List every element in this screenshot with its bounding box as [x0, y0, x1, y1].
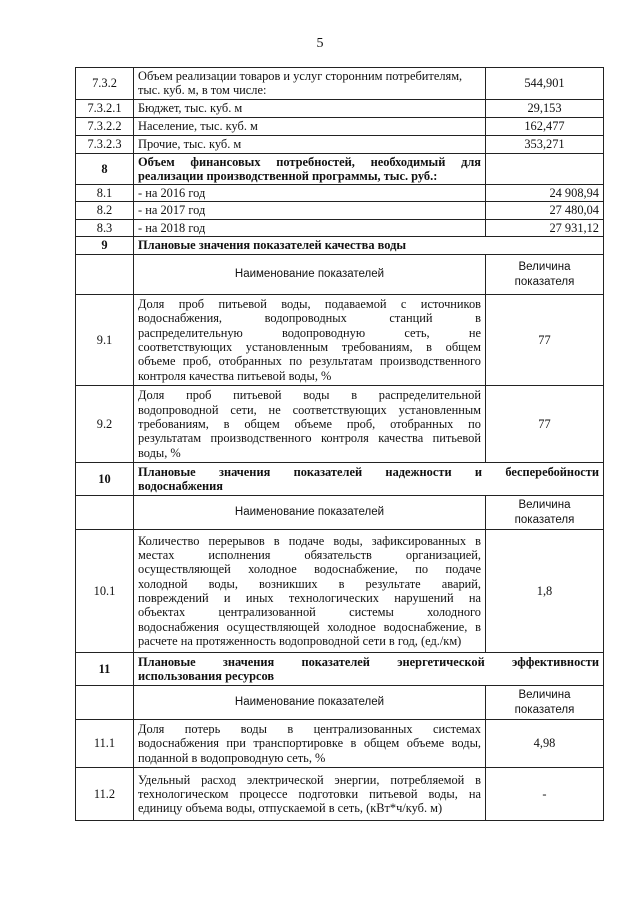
table-row: [76, 68, 604, 100]
section-title: Плановые значения показателей качества воды: [134, 237, 604, 255]
row-number: 10.1: [76, 530, 134, 653]
section-title-line: реализации производственной программы, тыс. руб.:: [138, 168, 438, 183]
section-title: [134, 463, 604, 496]
table-row: [76, 295, 604, 386]
row-number: 7.3.2.3: [76, 135, 134, 153]
row-text-line: тыс. куб. м, в том числе:: [138, 83, 267, 98]
row-text-line: осуществляющей холодное водоснабжение, по подаче: [138, 562, 481, 577]
row-text-line: объектах централизованной системы холодного: [138, 605, 481, 620]
row-number: 7.3.2.1: [76, 99, 134, 117]
empty-cell: [76, 686, 134, 720]
column-header-value-line: показателя: [514, 275, 575, 288]
row-text: Бюджет, тыс. куб. м: [134, 99, 486, 117]
row-text-line: поданной в водопроводную сеть, %: [138, 750, 326, 765]
section-title-line: использования ресурсов: [138, 669, 275, 684]
row-value: 544,901: [486, 68, 604, 100]
column-header-value: [486, 686, 604, 720]
section-title-line: Плановые значения показателей надежности и бесперебойности: [138, 464, 599, 479]
column-header-value-line: Величина: [518, 261, 571, 274]
row-text: - на 2018 год: [134, 219, 486, 236]
row-text-line: водоснабжения, водопроводных станций в: [138, 311, 481, 326]
section-row: [76, 153, 604, 185]
section-title-line: водоснабжения: [138, 479, 223, 494]
column-header-name: Наименование показателей: [134, 686, 486, 720]
row-number: 8.3: [76, 219, 134, 236]
section-title: [134, 153, 486, 185]
row-text: [134, 68, 486, 100]
column-header-row: [76, 496, 604, 530]
section-title: [134, 653, 604, 686]
empty-cell: [76, 496, 134, 530]
indicators-table: [75, 67, 604, 821]
section-row: [76, 463, 604, 496]
section-number: 9: [76, 237, 134, 255]
table-row: [76, 530, 604, 653]
row-text-line: соответствующих установленным требованиям, в общем: [138, 340, 481, 355]
column-header-value-line: Величина: [518, 499, 571, 512]
row-text-line: результатам производственного контроля качества питьевой: [138, 431, 481, 446]
row-text: [134, 530, 486, 653]
row-text-line: водоснабжения при транспортировке в общем объеме воды,: [138, 736, 481, 751]
column-header-value-line: Величина: [518, 689, 571, 702]
row-value: 24 908,94: [486, 185, 604, 202]
row-text-line: водоснабжения осуществляющей холодное водоснабжение, в: [138, 619, 481, 634]
row-text-line: Объем реализации товаров и услуг сторонним потребителям,: [138, 69, 463, 83]
table-row: [76, 219, 604, 236]
row-number: 11.1: [76, 720, 134, 768]
row-text-line: Количество перерывов в подаче воды, зафиксированных в: [138, 533, 481, 548]
row-text-line: контроля качества питьевой воды, %: [138, 368, 332, 383]
row-value: 27 480,04: [486, 202, 604, 219]
row-text-line: требованиям, в общем объеме проб, отобранных по: [138, 416, 481, 431]
row-text-line: повреждений и иных технологических нарушений на: [138, 591, 481, 606]
row-text-line: объеме проб, отобранных по результатам производственного: [138, 354, 481, 369]
section-number: 10: [76, 463, 134, 496]
column-header-name: Наименование показателей: [134, 496, 486, 530]
row-number: 8.1: [76, 185, 134, 202]
row-text-line: Доля проб питьевой воды, подаваемой с источников: [138, 297, 481, 312]
row-number: 7.3.2: [76, 68, 134, 100]
section-number: 8: [76, 153, 134, 185]
row-number: 9.1: [76, 295, 134, 386]
section-row: [76, 653, 604, 686]
column-header-value-line: показателя: [514, 703, 575, 716]
row-number: 9.2: [76, 386, 134, 463]
column-header-value: [486, 255, 604, 295]
row-text-line: расчете на протяженность водопроводной сети в год, (ед./км): [138, 633, 462, 648]
section-number: 11: [76, 653, 134, 686]
row-text: - на 2016 год: [134, 185, 486, 202]
row-text: [134, 386, 486, 463]
table-row: [76, 386, 604, 463]
row-number: 8.2: [76, 202, 134, 219]
row-value: 77: [486, 386, 604, 463]
row-text: [134, 720, 486, 768]
section-title-line: Плановые значения показателей энергетической эффективности: [138, 654, 599, 669]
row-value: 77: [486, 295, 604, 386]
row-number: 7.3.2.2: [76, 117, 134, 135]
table-row: [76, 720, 604, 768]
row-number: 11.2: [76, 768, 134, 821]
table-row: [76, 202, 604, 219]
row-text-line: местах исполнения обязательств организацией,: [138, 548, 481, 563]
row-text: - на 2017 год: [134, 202, 486, 219]
column-header-value: [486, 496, 604, 530]
row-text: [134, 768, 486, 821]
table-row: [76, 185, 604, 202]
empty-cell: [76, 255, 134, 295]
row-text-line: Доля проб питьевой воды в распределительной: [138, 388, 481, 403]
table-row: [76, 99, 604, 117]
row-value: 1,8: [486, 530, 604, 653]
row-text-line: водопроводной сети, не соответствующих установленным: [138, 402, 481, 417]
row-value: 29,153: [486, 99, 604, 117]
row-text-line: холодной воды, возникших в результате аварий,: [138, 576, 481, 591]
empty-cell: [486, 153, 604, 185]
row-text: Прочие, тыс. куб. м: [134, 135, 486, 153]
row-value: -: [486, 768, 604, 821]
row-value: 162,477: [486, 117, 604, 135]
column-header-row: [76, 686, 604, 720]
page-number: 5: [316, 36, 324, 51]
section-title-line: Объем финансовых потребностей, необходимый для: [138, 154, 481, 169]
row-text-line: технологическом процессе подготовки питьевой воды, на: [138, 786, 481, 801]
table-row: [76, 768, 604, 821]
row-text-line: единицу объема воды, отпускаемой в сеть, (кВт*ч/куб. м): [138, 801, 443, 816]
table-row: [76, 135, 604, 153]
row-text-line: Удельный расход электрической энергии, потребляемой в: [138, 772, 481, 787]
row-text-line: Доля потерь воды в централизованных системах: [138, 722, 481, 737]
table-row: [76, 117, 604, 135]
row-text: Население, тыс. куб. м: [134, 117, 486, 135]
section-row: [76, 237, 604, 255]
row-text-line: распределительную водопроводную сеть, не: [138, 325, 481, 340]
row-value: 27 931,12: [486, 219, 604, 236]
row-value: 4,98: [486, 720, 604, 768]
column-header-value-line: показателя: [514, 513, 575, 526]
row-text: [134, 295, 486, 386]
column-header-row: [76, 255, 604, 295]
row-text-line: воды, %: [138, 445, 181, 460]
column-header-name: Наименование показателей: [134, 255, 486, 295]
row-value: 353,271: [486, 135, 604, 153]
